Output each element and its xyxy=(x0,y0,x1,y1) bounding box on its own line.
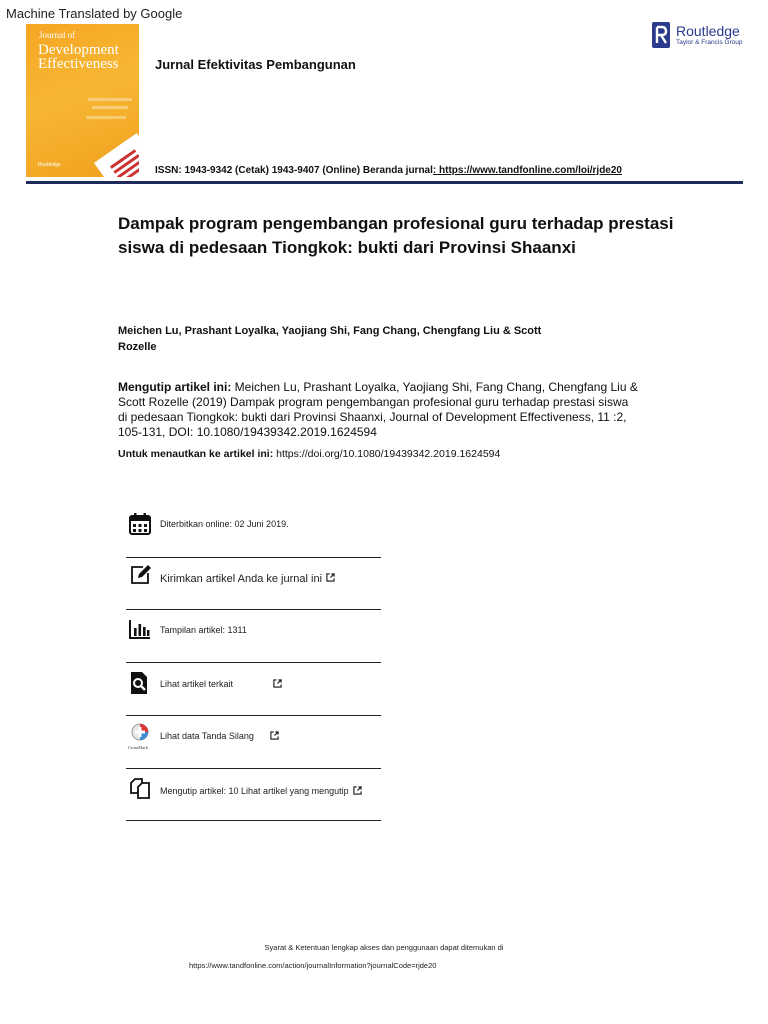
submit-article-label: Kirimkan artikel Anda ke jurnal ini xyxy=(160,573,323,585)
publisher-name: Routledge xyxy=(676,23,740,39)
cover-stamp xyxy=(94,133,139,177)
published-online-label: Diterbitkan online: 02 Juni 2019. xyxy=(160,519,289,529)
article-authors: Meichen Lu, Prashant Loyalka, Yaojiang Shi, Fang Chang, Chengfang Liu & Scott Rozelle xyxy=(118,325,542,353)
journal-cover-image xyxy=(26,24,139,177)
citation-label: Mengutip artikel ini: xyxy=(118,380,232,394)
citing-articles-row[interactable] xyxy=(126,770,381,821)
edit-icon xyxy=(129,564,151,586)
external-link-icon xyxy=(270,731,279,740)
related-articles-label: Lihat artikel terkait xyxy=(160,679,234,689)
journal-homepage-link[interactable]: : https://www.tandfonline.com/loi/rjde20 xyxy=(432,165,622,176)
article-link-label: Untuk menautkan ke artikel ini: xyxy=(118,448,274,460)
terms-footer-text: Syarat & Ketentuan lengkap akses dan penggunaan dapat ditemukan di xyxy=(264,943,504,952)
cover-journal-of: Journal of xyxy=(39,30,76,40)
article-title: Dampak program pengembangan profesional guru terhadap prestasi siswa di pedesaan Tiongkok: bukti dari Provinsi Shaanxi xyxy=(118,214,674,257)
citation-block xyxy=(118,380,638,440)
crossmark-caption: CrossMark xyxy=(128,745,148,750)
document-search-icon xyxy=(129,672,151,694)
external-link-icon xyxy=(273,679,282,688)
published-online-row xyxy=(126,507,381,558)
crossmark-row[interactable] xyxy=(126,717,381,769)
submit-article-row[interactable] xyxy=(126,558,381,610)
routledge-logo[interactable] xyxy=(652,20,752,50)
routledge-logo-icon xyxy=(652,22,670,48)
journal-name: Jurnal Efektivitas Pembangunan xyxy=(155,57,356,72)
article-link-line xyxy=(118,448,678,460)
doi-link[interactable]: https://doi.org/10.1080/19439342.2019.1624594 xyxy=(273,448,501,460)
bar-chart-icon xyxy=(129,618,151,640)
machine-translation-banner: Machine Translated by Google xyxy=(6,6,183,21)
terms-footer-link[interactable]: https://www.tandfonline.com/action/journalInformation?journalCode=rjde20 xyxy=(189,961,437,970)
copy-icon xyxy=(129,777,151,799)
citation-text: Meichen Lu, Prashant Loyalka, Yaojiang Shi, Fang Chang, Chengfang Liu & Scott Rozelle (2019) Dampak program pengembangan profesional guru terhadap prestasi siswa di pedesaan Tiongkok: bukti dari Provinsi Shaanxi, Journal of Development Effectiveness, 11 :2, 105-131, DOI: 10.1080/19439342.2019.1624594 xyxy=(118,380,638,439)
calendar-icon xyxy=(129,513,151,535)
article-views-row xyxy=(126,612,381,663)
external-link-icon xyxy=(326,573,335,582)
cover-title: Development Effectiveness xyxy=(38,42,119,72)
external-link-icon xyxy=(353,786,362,795)
issn-line: ISSN: 1943-9342 (Cetak) 1943-9407 (Online) Beranda jurnal: https://www.tandfonline.com/loi/rjde20 xyxy=(155,165,622,176)
header-divider xyxy=(26,181,743,184)
crossmark-label: Lihat data Tanda Silang xyxy=(160,731,254,741)
related-articles-row[interactable] xyxy=(126,664,381,716)
cover-publisher: Routledge xyxy=(38,162,61,168)
publisher-subtitle: Taylor & Francis Group xyxy=(676,39,743,46)
crossmark-icon xyxy=(129,723,151,745)
citing-articles-label: Mengutip artikel: 10 Lihat artikel yang mengutip xyxy=(160,786,349,796)
article-views-label: Tampilan artikel: 1311 xyxy=(160,625,247,635)
